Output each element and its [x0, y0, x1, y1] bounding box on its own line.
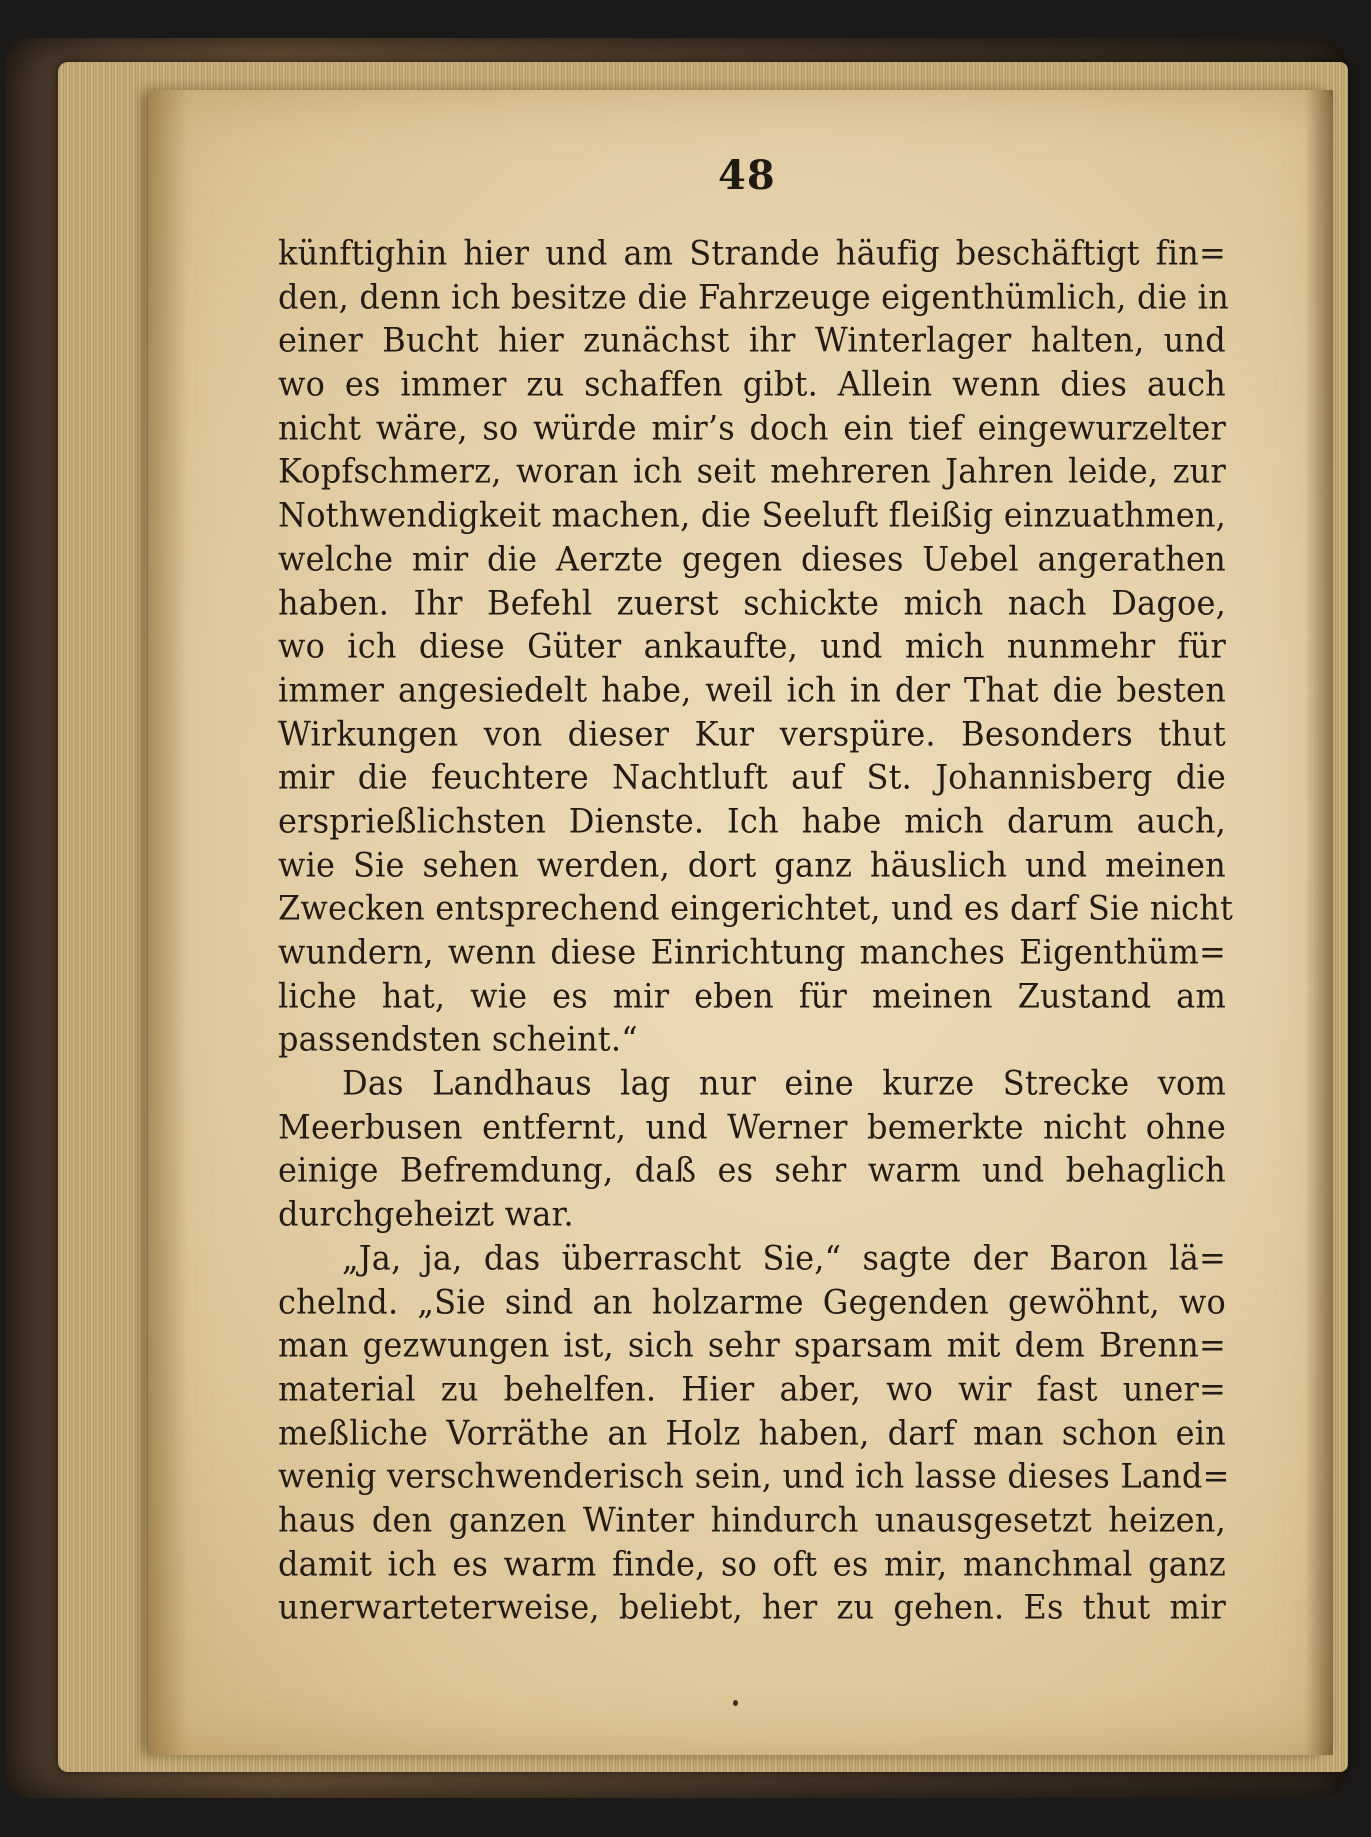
text-line: unerwarteterweise, beliebt, her zu gehen. Es thut mir: [278, 1587, 1226, 1628]
text-line: wundern, wenn diese Einrichtung manches Eigenthüm=: [278, 932, 1226, 972]
text-line: wo es immer zu schaffen gibt. Allein wenn dies auch: [278, 364, 1226, 404]
text-line: Wirkungen von dieser Kur verspüre. Besonders thut: [278, 713, 1226, 754]
text-line: passendsten scheint.“: [278, 1019, 638, 1060]
text-line: haben. Ihr Befehl zuerst schickte mich nach Dagoe,: [278, 582, 1226, 623]
page-text: [278, 232, 1234, 1630]
page-gutter: [1305, 90, 1333, 1755]
text-line: Kopfschmerz, woran ich seit mehreren Jahren leide, zur: [278, 451, 1226, 492]
text-line: einer Bucht hier zunächst ihr Winterlager halten, und: [278, 320, 1226, 361]
text-line: den, denn ich besitze die Fahrzeuge eigenthümlich, die in: [278, 276, 1229, 317]
text-line: Meerbusen entfernt, und Werner bemerkte nicht ohne: [278, 1106, 1226, 1147]
text-line: welche mir die Aerzte gegen dieses Uebel angerathen: [278, 538, 1226, 579]
text-line: Zwecken entsprechend eingerichtet, und es darf Sie nicht: [278, 888, 1234, 929]
text-line: einige Befremdung, daß es sehr warm und behaglich: [278, 1150, 1226, 1191]
text-line: immer angesiedelt habe, weil ich in der That die besten: [278, 669, 1226, 710]
text-line: haus den ganzen Winter hindurch unausgesetzt heizen,: [278, 1499, 1226, 1540]
text-line: Nothwendigkeit machen, die Seeluft fleißig einzuathmen,: [278, 495, 1227, 536]
text-line: künftighin hier und am Strande häufig beschäftigt fin=: [278, 233, 1226, 273]
text-line: wie Sie sehen werden, dort ganz häuslich und meinen: [278, 844, 1226, 885]
paper-speck: [733, 1700, 738, 1706]
text-line: material zu behelfen. Hier aber, wo wir fast uner=: [278, 1368, 1226, 1409]
page-number: 48: [718, 152, 776, 199]
text-line: ersprießlichsten Dienste. Ich habe mich darum auch,: [278, 800, 1226, 841]
text-line: nicht wäre, so würde mir’s doch ein tief eingewurzelter: [278, 407, 1226, 448]
text-line: „Ja, ja, das überrascht Sie,“ sagte der Baron lä=: [342, 1237, 1226, 1278]
text-line: chelnd. „Sie sind an holzarme Gegenden gewöhnt, wo: [278, 1281, 1226, 1322]
text-line: durchgeheizt war.: [278, 1194, 574, 1235]
text-line: wo ich diese Güter ankaufte, und mich nunmehr für: [278, 626, 1226, 667]
text-line: man gezwungen ist, sich sehr sparsam mit dem Brenn=: [278, 1325, 1226, 1366]
text-line: damit ich es warm finde, so oft es mir, manchmal ganz: [278, 1543, 1226, 1584]
page-shadow: [148, 90, 188, 1755]
text-line: mir die feuchtere Nachtluft auf St. Johannisberg die: [278, 757, 1226, 798]
text-line: Das Landhaus lag nur eine kurze Strecke vom: [342, 1063, 1226, 1103]
text-line: wenig verschwenderisch sein, und ich lasse dieses Land=: [278, 1456, 1230, 1497]
text-line: liche hat, wie es mir eben für meinen Zustand am: [278, 975, 1226, 1016]
text-line: meßliche Vorräthe an Holz haben, darf man schon ein: [278, 1412, 1226, 1453]
